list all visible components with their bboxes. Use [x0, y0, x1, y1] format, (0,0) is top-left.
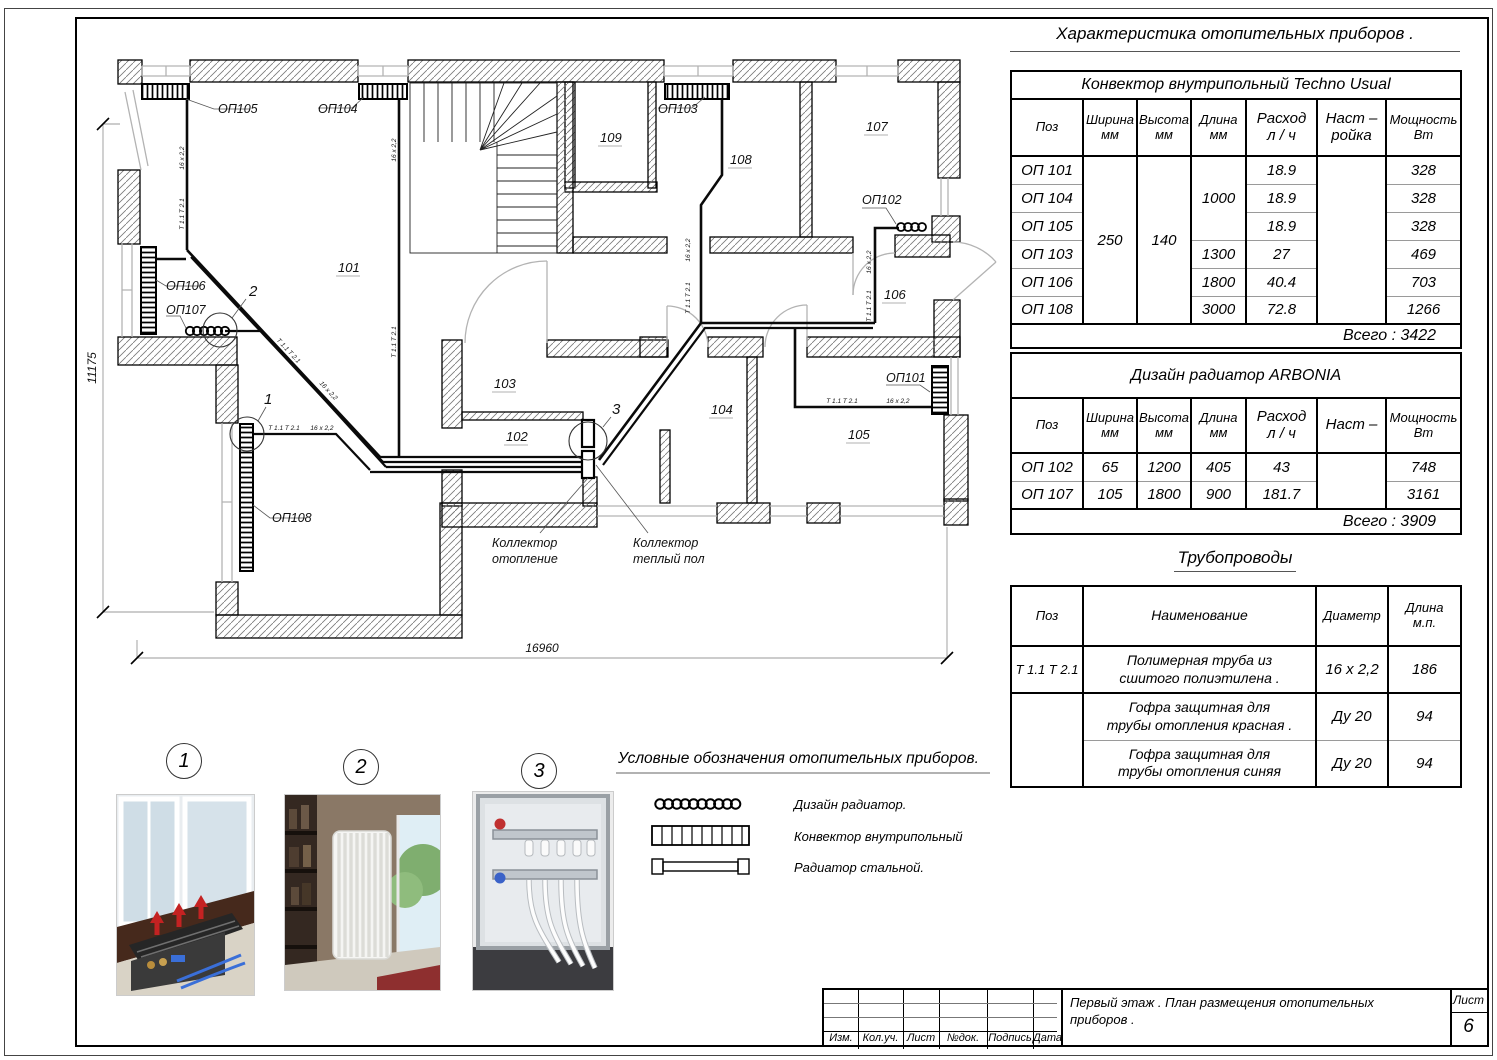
device-label-op102: ОП102: [862, 193, 902, 207]
photo-callout-3: [521, 753, 557, 789]
pipe-size-label: 16 х 2,2: [179, 146, 186, 170]
pipe-tag-label: Т 1.1 Т 2.1: [826, 398, 858, 405]
photo-number: 2: [355, 755, 367, 778]
pipe-tag-label: Т 1.1 Т 2.1: [268, 425, 300, 432]
col-header-flow: Расход л / ч: [1246, 99, 1317, 156]
room-label-106: 106: [884, 287, 906, 302]
col-header-power: Мощность Вт: [1386, 99, 1461, 156]
legend-symbol-design-radiator: [655, 799, 740, 808]
device-label-op108: ОП108: [272, 511, 312, 525]
titleblock-col-podpis: Подпись: [988, 1032, 1032, 1044]
staircase: [410, 83, 557, 253]
photo-number: 3: [533, 759, 545, 782]
table-row: ОП 104 18.9 328: [1011, 184, 1461, 212]
table-row: Гофра защитная для трубы отопления синяя Ду 20 94: [1011, 740, 1461, 787]
pipes-title: Трубопроводы: [1010, 548, 1460, 568]
col-header-height: Высота мм: [1137, 99, 1191, 156]
legend: [616, 746, 1011, 891]
convector-op106: [141, 247, 156, 334]
table-row: ОП 107 105 1800 900 181.7 3161: [1011, 481, 1461, 509]
callout-number-1: 1: [264, 391, 273, 408]
table-row: Т 1.1 Т 2.1 Полимерная труба из сшитого полиэтилена . 16 х 2,2 186: [1011, 646, 1461, 693]
floor-plan: [75, 17, 1000, 717]
pipe-tag-label: Т 1.1 Т 2.1: [866, 290, 873, 322]
legend-symbol-convector: [652, 826, 749, 845]
photo-floor-convector: [117, 795, 254, 995]
titleblock-sheet-number: 6: [1463, 1016, 1474, 1037]
room-label-102: 102: [506, 429, 528, 444]
table-total: Всего : 3909: [1011, 509, 1461, 534]
collector-floor-label-1: Коллектор: [633, 536, 699, 550]
room-label-105: 105: [848, 427, 870, 442]
dim-horizontal-label: 16960: [525, 641, 559, 655]
device-label-op101: ОП101: [886, 371, 926, 385]
room-label-108: 108: [730, 152, 752, 167]
device-label-op106: ОП106: [166, 279, 206, 293]
collector-heating-label-1: Коллектор: [492, 536, 558, 550]
col-header-length: Длина мм: [1191, 99, 1246, 156]
room-label-109: 109: [600, 130, 622, 145]
title-block: [822, 988, 1489, 1047]
pipe-size-label: 16 х 2,2: [685, 238, 692, 262]
table-row: ОП 108 3000 72.8 1266: [1011, 296, 1461, 324]
col-header-pos: Поз: [1011, 99, 1083, 156]
titleblock-drawing-title: Первый этаж . План размещения отопительных приборов .: [1070, 995, 1374, 1027]
convector-op103: [665, 84, 729, 99]
table-title: Дизайн радиатор ARBONIA: [1011, 353, 1461, 398]
room-label-101: 101: [338, 260, 360, 275]
table-row: ОП 101 250 140 1000 18.9 328: [1011, 156, 1461, 184]
room-label-107: 107: [866, 119, 888, 134]
characteristics-title: Характеристика отопительных приборов .: [1010, 24, 1460, 52]
pipe-tag-label: Т 1.1 Т 2.1: [274, 337, 302, 365]
legend-title: Условные обозначения отопительных приборов.: [618, 750, 979, 767]
collector-heating-symbol: [582, 420, 594, 447]
table-row: ОП 103 1300 27 469: [1011, 240, 1461, 268]
collector-floor-symbol: [582, 451, 594, 478]
table-row: ОП 102 65 1200 405 43 748: [1011, 453, 1461, 481]
titleblock-sheet-label: Лист: [1453, 993, 1484, 1007]
convector-op101: [932, 366, 948, 414]
collector-floor-label-2: теплый пол: [633, 552, 705, 566]
col-header-width: Ширина мм: [1083, 99, 1137, 156]
titleblock-row-line: [824, 1003, 1057, 1004]
titleblock-sheet-divider: [1450, 1012, 1487, 1013]
photo-design-radiator: [285, 795, 440, 990]
titleblock-col-list: Лист: [906, 1032, 936, 1044]
legend-item-label: Дизайн радиатор.: [794, 797, 907, 812]
room-label-103: 103: [494, 376, 516, 391]
pipe-tag-label: Т 1.1 Т 2.1: [685, 282, 692, 314]
pipe-tag-label: Т 1.1 Т 2.1: [179, 198, 186, 230]
table-title: Конвектор внутрипольный Techno Usual: [1011, 71, 1461, 99]
device-label-op105: ОП105: [218, 102, 258, 116]
callout-number-3: 3: [612, 401, 621, 418]
collector-heating-label-2: отопление: [492, 552, 558, 566]
design-radiator-op102: [897, 223, 926, 231]
convector-op104: [359, 84, 407, 99]
device-label-op107: ОП107: [166, 303, 206, 317]
table-row: ОП 105 18.9 328: [1011, 212, 1461, 240]
titleblock-row-line: [824, 1017, 1057, 1018]
callout-number-2: 2: [249, 283, 258, 300]
titleblock-col-ndok: №док.: [946, 1032, 980, 1044]
convector-op105: [142, 84, 189, 99]
radiator-table: Дизайн радиатор ARBONIA Поз Ширина мм Высота мм Длина мм Расход л / ч Наст – Мощность Вт ОП 102 65 1200 405 43 748 ОП 107 105 1800 900 181.7 3161 Всего : 3909: [1010, 352, 1462, 535]
legend-symbol-steel-radiator: [652, 859, 749, 874]
table-row: ОП 106 1800 40.4 703: [1011, 268, 1461, 296]
photo-callout-1: [166, 743, 202, 779]
device-label-op104: ОП104: [318, 102, 358, 116]
pipes-table: Поз Наименование Диаметр Длина м.п. Т 1.1 Т 2.1 Полимерная труба из сшитого полиэтилена . 16 х 2,2 186 Гофра защитная для трубы отопления красная . Ду 20 94 Гофра защитная для трубы отопления синяя Ду 20 94: [1010, 585, 1462, 788]
titleblock-col-izm: Изм.: [829, 1032, 853, 1044]
table-total: Всего : 3422: [1011, 324, 1461, 348]
legend-item-label: Конвектор внутрипольный: [794, 829, 963, 844]
photo-callout-2: [343, 749, 379, 785]
pipe-size-label: 16 х 2,2: [391, 138, 398, 162]
legend-item-label: Радиатор стальной.: [794, 860, 924, 875]
photo-number: 1: [178, 749, 190, 772]
dim-vertical-label: 11175: [85, 352, 99, 384]
convector-op108: [240, 424, 253, 571]
titleblock-col-koluch: Кол.уч.: [862, 1032, 899, 1044]
col-header-setting: Наст – ройка: [1317, 99, 1386, 156]
pipe-size-label: 16 х 2,2: [317, 380, 339, 402]
convector-table: [1010, 70, 1462, 349]
room-label-104: 104: [711, 402, 733, 417]
design-radiator-op107: [186, 327, 229, 335]
pipe-tag-label: Т 1.1 Т 2.1: [391, 326, 398, 358]
pipe-size-label: 16 х 2,2: [866, 250, 873, 274]
table-row: Гофра защитная для трубы отопления красная . Ду 20 94: [1011, 693, 1461, 740]
device-label-op103: ОП103: [658, 102, 698, 116]
pipe-size-label: 16 х 2,2: [886, 398, 910, 405]
titleblock-col-data: Дата: [1033, 1032, 1063, 1044]
photo-collector-cabinet: [473, 792, 613, 990]
pipe-size-label: 16 х 2,2: [310, 425, 334, 432]
